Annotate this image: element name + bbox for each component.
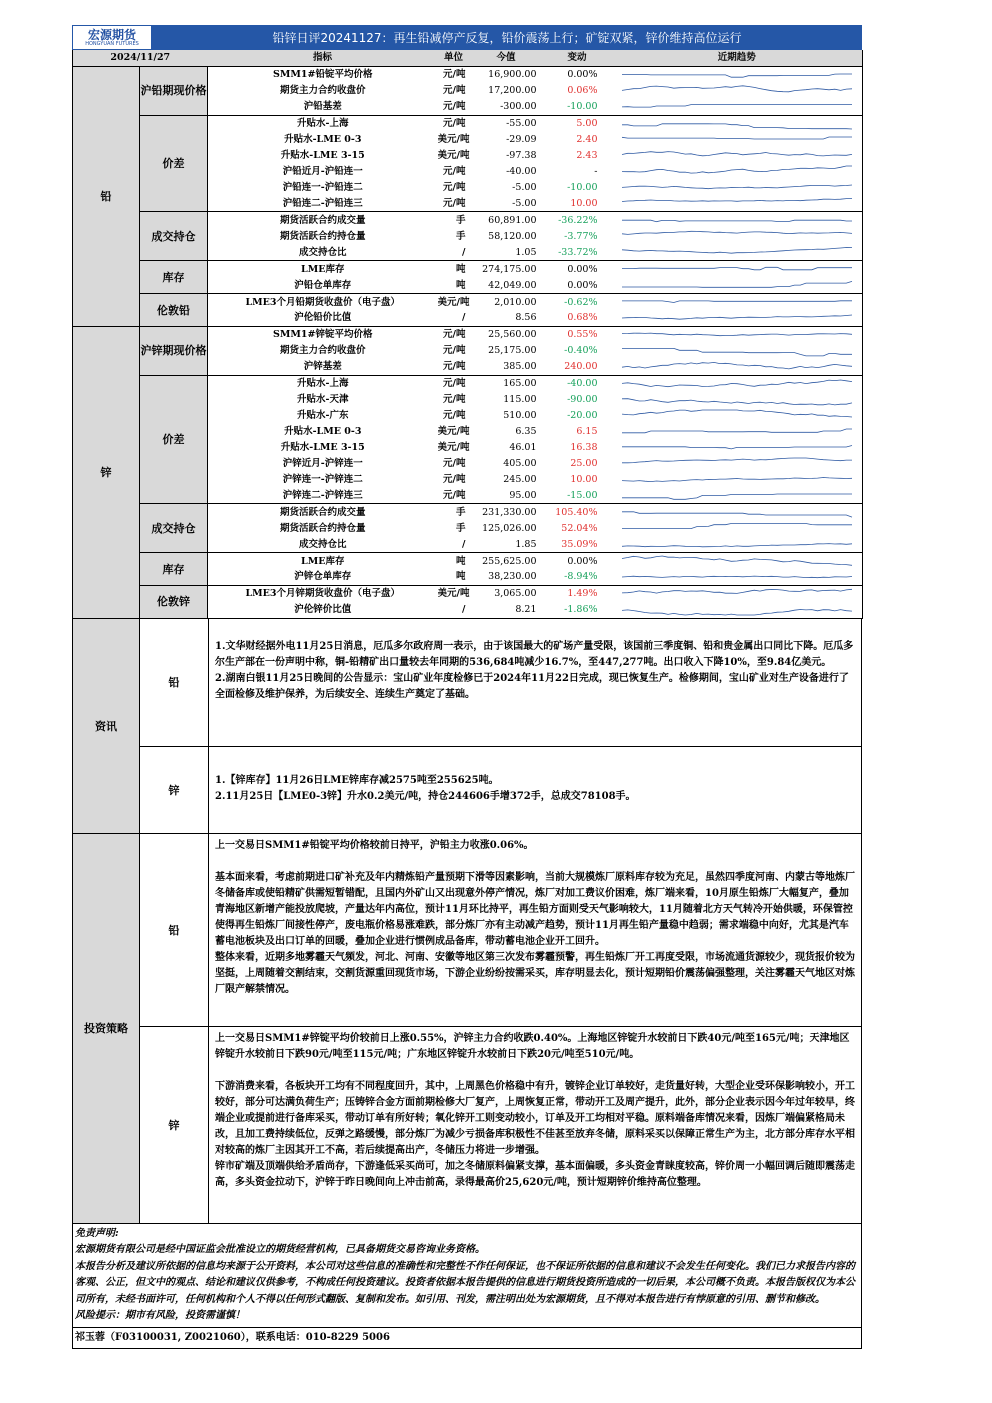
change-value: 0.06%: [567, 85, 598, 97]
indicator-name: 沪铅仓单库存: [208, 277, 438, 293]
group-label: 沪锌期现价格: [140, 326, 208, 375]
unit: 元/吨: [443, 166, 466, 178]
trend-line: [622, 315, 852, 319]
trend-line: [622, 334, 852, 337]
group-label: 价差: [140, 375, 208, 504]
trend-sparkline: [612, 471, 863, 487]
indicator-name: 期货活跃合约持仓量: [280, 230, 366, 242]
section-label: 锌: [73, 326, 140, 618]
change-value: 2.40: [576, 134, 598, 146]
indicator-name: 沪锌基差: [208, 359, 438, 375]
change-value: -10.00: [543, 99, 612, 115]
indicator-name: SMM1#铅锭平均价格: [273, 69, 373, 81]
change-value: 52.04%: [561, 522, 598, 534]
unit: 元/吨: [443, 118, 466, 130]
group-label: 伦敦锌: [140, 585, 208, 618]
unit: 吨: [456, 555, 466, 567]
trend-line: [622, 577, 852, 579]
report-date: 2024/11/27: [73, 50, 208, 66]
current-value: 95.00: [470, 487, 543, 503]
trend-sparkline: [612, 294, 863, 310]
change-value: 10.00: [543, 195, 612, 211]
strategy-lead-text: 上一交易日SMM1#铅锭平均价格较前日持平，沪铅主力收涨0.06%。 基本面来看，考虑前期进口矿补充及年内精炼铅产量预期下滑等因素影响，当前大规模炼厂原料库存较为充足，虽然四季度河南、内蒙古等地炼厂冬储备库或使铅精矿供需短暂错配，且国内外矿山又出现意外停产情况，炼厂对加工费议价困难，炼厂端来看，10月原生铅炼厂大幅复产，叠加青海地区新增产能投放爬坡，产量达年内高位，预计11月环比持平，再生铅方面则受天气影响较大，11月随着北方天气转冷开始供暖，环保管控使得再生铅炼厂间接性停产，废电瓶价格易涨难跌，部分炼厂亦有主动减产趋势，预计11月再生铅产量稳中趋弱；需求端稳中向好，尤其是汽车蓄电池板块及出口订单的回暖，叠加企业进行惯例成品备库，带动蓄电池企业开工回升。 整体来看，近期多地雾霾天气频发，河北、河南、安徽等地区第三次发布雾霾预警，再生铅炼厂开工再度受限，市场流通货源较少，现货报价较为坚挺，上周随着交割结束，交割货源重回现货市场，下游企业纷纷按需采买，库存明显去化，预计短期铅价震荡偏强整理，关注雾霾天气地区对炼厂限产解禁情况。: [215, 839, 855, 995]
trend-line: [622, 458, 852, 463]
change-value: -: [594, 166, 598, 178]
trend-sparkline: [612, 244, 863, 260]
current-value: 510.00: [503, 410, 537, 422]
current-value: -55.00: [506, 118, 537, 130]
unit: 元/吨: [443, 329, 466, 341]
indicator-name: 升贴水-LME 3-15: [280, 441, 365, 453]
column-header: 今值: [470, 50, 543, 66]
current-value: 165.00: [503, 378, 537, 390]
indicator-table: [72, 50, 863, 619]
change-value: 25.00: [570, 457, 598, 469]
trend-sparkline: [612, 148, 863, 164]
unit: 元/吨: [443, 181, 466, 193]
indicator-name: 沪铅基差: [208, 99, 438, 115]
indicator-name: 期货活跃合约成交量: [280, 506, 366, 518]
unit: 吨: [456, 263, 466, 275]
indicator-name: 沪铅近月-沪铅连一: [282, 166, 363, 178]
trend-sparkline: [612, 228, 863, 244]
unit: 吨: [438, 569, 470, 585]
change-value: -20.00: [567, 410, 598, 422]
unit: 手: [456, 506, 466, 518]
news-section: [72, 619, 862, 834]
trend-sparkline: [612, 520, 863, 536]
table-row: [73, 504, 863, 520]
current-value: 38,230.00: [470, 569, 543, 585]
trend-sparkline: [612, 602, 863, 618]
table-row: [73, 553, 863, 569]
report-page: [72, 25, 862, 1349]
unit: 元/吨: [438, 487, 470, 503]
group-label: 库存: [140, 553, 208, 586]
current-value: 1.05: [470, 244, 543, 260]
change-value: 0.68%: [543, 310, 612, 326]
unit: 美元/吨: [437, 441, 470, 453]
change-value: 35.09%: [543, 536, 612, 552]
trend-sparkline: [612, 553, 863, 569]
current-value: 385.00: [470, 359, 543, 375]
group-label: 价差: [140, 115, 208, 212]
trend-sparkline: [612, 455, 863, 471]
news-lead-text: 1.文华财经据外电11月25日消息，厄瓜多尔政府周一表示，由于该国最大的矿场产量受限，该国前三季度铜、铅和贵金属出口同比下降。厄瓜多尔生产部在一份声明中称，铜-铅精矿出口量较去年同期的536,684吨减少16.7%，至447,277吨。出口收入下降10%，至9.84亿美元。 2.湖南白银11月25日晚间的公告显示：宝山矿业年度检修已于2024年11月22日完成，现已恢复生产。检修期间，宝山矿业对生产设备进行了全面检修及维护保养，为后续安全、连续生产奠定了基础。: [215, 640, 854, 700]
current-value: 1.85: [470, 536, 543, 552]
trend-sparkline: [612, 261, 863, 277]
current-value: 115.00: [503, 394, 537, 406]
unit: 吨: [438, 277, 470, 293]
table-row: [73, 375, 863, 391]
company-logo: [72, 25, 152, 50]
logo-subtext: HONGYUAN FUTURES: [85, 40, 139, 47]
strategy-zinc: [140, 1027, 861, 1223]
trend-line: [622, 494, 852, 499]
trend-line: [622, 429, 852, 433]
trend-line: [622, 166, 852, 173]
trend-sparkline: [612, 343, 863, 359]
column-header: 单位: [438, 50, 470, 66]
change-value: 240.00: [543, 359, 612, 375]
unit: /: [438, 602, 470, 618]
current-value: -40.00: [506, 166, 537, 178]
column-header: 变动: [543, 50, 612, 66]
table-row: [73, 261, 863, 277]
trend-line: [622, 349, 852, 357]
unit: 美元/吨: [437, 296, 470, 308]
change-value: 0.00%: [567, 263, 598, 275]
author-contact: 祁玉蓉（F03100031, Z0021060），联系电话：010-8229 5006: [72, 1328, 862, 1349]
trend-line: [622, 247, 852, 253]
change-value: 0.55%: [567, 329, 598, 341]
current-value: -5.00: [512, 181, 537, 193]
current-value: -29.09: [506, 134, 537, 146]
trend-line: [622, 590, 852, 594]
indicator-name: 沪锌近月-沪锌连一: [282, 457, 363, 469]
current-value: 255,625.00: [482, 555, 537, 567]
change-value: 6.15: [576, 426, 598, 438]
indicator-name: 沪锌连一-沪锌连二: [282, 473, 363, 485]
news-zinc: [140, 747, 861, 833]
change-value: -33.72%: [543, 244, 612, 260]
change-value: -90.00: [567, 394, 598, 406]
current-value: 60,891.00: [488, 214, 537, 226]
logo-text: 宏源期货: [87, 27, 136, 42]
indicator-name: 沪铅连一-沪铅连二: [282, 181, 363, 193]
indicator-name: 升贴水-广东: [297, 410, 349, 422]
disclaimer-title: 免责声明:: [75, 1227, 119, 1239]
change-value: 105.40%: [555, 506, 598, 518]
indicator-name: LME3个月铅期货收盘价（电子盘）: [245, 296, 401, 308]
indicator-name: 期货主力合约收盘价: [280, 85, 366, 97]
report-title: 铅锌日评20241127：再生铅减停产反复，铅价震荡上行；矿锭双紧，锌价维持高位运行: [272, 31, 742, 45]
trend-sparkline: [612, 424, 863, 440]
change-value: 16.38: [570, 441, 598, 453]
unit: 美元/吨: [437, 426, 470, 438]
indicator-name: 沪伦铅价比值: [208, 310, 438, 326]
group-label: 沪铅期现价格: [140, 66, 208, 115]
indicator-name: 期货主力合约收盘价: [280, 345, 366, 357]
trend-line: [622, 380, 852, 387]
unit: /: [438, 310, 470, 326]
strategy-zinc-text: 上一交易日SMM1#锌锭平均价较前日上涨0.55%，沪锌主力合约收跌0.40%。上海地区锌锭升水较前日下跌40元/吨至165元/吨；天津地区锌锭升水较前日下跌90元/吨至115元/吨；广东地区锌锭升水较前日下跌20元/吨至510元/吨。 下游消费来看，各板块开工均有不同程度回升，其中，上周黑色价格稳中有升，镀锌企业订单较好，走货量好转，大型企业受环保影响较小，开工较好，部分可达满负荷生产；压铸锌合金方面前期检修大厂复产，上周恢复正常，带动开工及周产提升，此外，部分企业表示因今年过年较早，终端企业或提前进行备库采买，带动订单有所好转；氧化锌开工则变动较小，订单及开工均相对平稳。原料端备库情况来看，因炼厂端偏紧格局未改，且加工费持续低位，反弹之路缓慢，部分炼厂为减少亏损备库积极性不佳甚至放弃冬储，原料采买以保障正常生产为主，北方部分库存水平相对较高的炼厂主因其开工不高，若后续提高出产，冬储压力将进一步增强。 锌市矿端及顶端供给矛盾尚存，下游逢低采买尚可，加之冬储原料偏紧支撑，基本面偏暖，多头资金青睐度较高，锌价周一小幅回调后随即震荡走高，多头资金拉动下，沪锌于昨日晚间向上冲击前高，录得最高价25,620元/吨，预计短期锌价维持高位整理。: [215, 1032, 855, 1188]
trend-line: [622, 124, 852, 129]
trend-sparkline: [612, 585, 863, 601]
current-value: 46.01: [509, 441, 537, 453]
trend-line: [622, 267, 852, 270]
news-lead: [140, 619, 861, 747]
indicator-name: 沪铅连二-沪铅连三: [208, 195, 438, 211]
change-value: 0.00%: [543, 277, 612, 293]
trend-line: [622, 556, 852, 565]
trend-sparkline: [612, 115, 863, 131]
current-value: 25,175.00: [488, 345, 537, 357]
indicator-name: 期货活跃合约成交量: [280, 214, 366, 226]
change-value: 0.00%: [567, 69, 598, 81]
current-value: 125,026.00: [482, 522, 537, 534]
trend-sparkline: [612, 277, 863, 293]
change-value: 1.49%: [567, 588, 598, 600]
trend-line: [622, 86, 852, 92]
trend-line: [622, 445, 852, 448]
news-section-label: 资讯: [73, 619, 140, 833]
trend-sparkline: [612, 99, 863, 115]
table-row: [73, 294, 863, 310]
trend-line: [622, 231, 852, 234]
trend-line: [622, 105, 852, 108]
unit: 手: [456, 214, 466, 226]
change-value: -8.94%: [543, 569, 612, 585]
disclaimer: [72, 1224, 862, 1328]
trend-sparkline: [612, 375, 863, 391]
change-value: -1.86%: [543, 602, 612, 618]
trend-line: [622, 185, 852, 189]
change-value: 2.43: [576, 150, 598, 162]
unit: 元/吨: [438, 195, 470, 211]
current-value: 25,560.00: [488, 329, 537, 341]
trend-line: [622, 137, 852, 139]
current-value: -300.00: [470, 99, 543, 115]
current-value: 245.00: [503, 473, 537, 485]
indicator-name: LME库存: [301, 555, 345, 567]
trend-line: [622, 152, 852, 156]
unit: 元/吨: [443, 473, 466, 485]
current-value: 8.56: [470, 310, 543, 326]
indicator-name: 升贴水-天津: [297, 394, 349, 406]
table-row: [73, 115, 863, 131]
trend-sparkline: [612, 310, 863, 326]
unit: 元/吨: [443, 85, 466, 97]
trend-sparkline: [612, 195, 863, 211]
strategy-zinc-label: 锌: [140, 1027, 209, 1223]
trend-sparkline: [612, 132, 863, 148]
news-zinc-label: 锌: [140, 747, 209, 833]
current-value: -5.00: [470, 195, 543, 211]
trend-line: [622, 220, 852, 222]
trend-sparkline: [612, 83, 863, 99]
trend-sparkline: [612, 408, 863, 424]
trend-line: [622, 410, 852, 417]
section-label: 铅: [73, 66, 140, 326]
strategy-section-label: 投资策略: [73, 834, 140, 1223]
current-value: 231,330.00: [482, 506, 537, 518]
indicator-name: 成交持仓比: [208, 244, 438, 260]
table-row: [73, 585, 863, 601]
column-header: 近期趋势: [612, 50, 863, 66]
current-value: 42,049.00: [470, 277, 543, 293]
trend-sparkline: [612, 326, 863, 342]
current-value: 17,200.00: [488, 85, 537, 97]
current-value: 58,120.00: [488, 230, 537, 242]
trend-sparkline: [612, 569, 863, 585]
indicator-name: 成交持仓比: [208, 536, 438, 552]
report-header: [72, 25, 862, 50]
indicator-name: LME3个月锌期货收盘价（电子盘）: [245, 588, 401, 600]
trend-line: [622, 281, 852, 287]
trend-line: [622, 199, 852, 202]
current-value: -97.38: [506, 150, 537, 162]
trend-sparkline: [612, 66, 863, 82]
trend-line: [622, 523, 852, 528]
unit: 手: [456, 230, 466, 242]
unit: 元/吨: [438, 359, 470, 375]
trend-sparkline: [612, 180, 863, 196]
change-value: -3.77%: [564, 230, 598, 242]
unit: /: [438, 244, 470, 260]
trend-sparkline: [612, 440, 863, 456]
trend-sparkline: [612, 536, 863, 552]
trend-sparkline: [612, 487, 863, 503]
indicator-name: 升贴水-LME 0-3: [284, 426, 362, 438]
group-label: 成交持仓: [140, 504, 208, 553]
table-header-row: [73, 50, 863, 66]
unit: 美元/吨: [437, 588, 470, 600]
trend-line: [622, 300, 852, 302]
current-value: 274,175.00: [482, 263, 537, 275]
trend-sparkline: [612, 212, 863, 228]
table-row: [73, 66, 863, 82]
unit: 元/吨: [438, 99, 470, 115]
trend-line: [622, 543, 852, 546]
indicator-name: 沪伦锌价比值: [208, 602, 438, 618]
current-value: 2,010.00: [494, 296, 537, 308]
change-value: 0.00%: [567, 555, 598, 567]
group-label: 库存: [140, 261, 208, 294]
unit: 元/吨: [443, 410, 466, 422]
unit: /: [438, 536, 470, 552]
strategy-lead-label: 铅: [140, 834, 209, 1026]
current-value: 6.35: [515, 426, 537, 438]
strategy-lead: [140, 834, 861, 1027]
change-value: -0.62%: [564, 296, 598, 308]
unit: 元/吨: [443, 69, 466, 81]
unit: 元/吨: [443, 378, 466, 390]
disclaimer-text: 宏源期货有限公司是经中国证监会批准设立的期货经营机构，已具备期货交易咨询业务资格。 本报告分析及建议所依据的信息均来源于公开资料，本公司对这些信息的准确性和完整性不作任何保证，也不保证所依据的信息和建议不会发生任何变化。我们已力求报告内容的客观、公正，但文中的观点、结论和建议仅供参考，不构成任何投资建议。投资者依据本报告提供的信息进行期货投资所造成的一切后果，本公司概不负责。本报告版权仅为本公司所有，未经书面许可，任何机构和个人不得以任何形式翻版、复制和发布。如引用、刊发，需注明出处为宏源期货，且不得对本报告进行有悖原意的引用、删节和修改。: [75, 1244, 855, 1305]
unit: 美元/吨: [437, 134, 470, 146]
news-zinc-text: 1.【锌库存】11月26日LME锌库存减2575吨至255625吨。 2.11月25日【LME0-3锌】升水0.2美元/吨，持仓244606手增372手，总成交78108手。: [215, 774, 636, 802]
trend-line: [622, 610, 852, 616]
trend-sparkline: [612, 164, 863, 180]
trend-sparkline: [612, 359, 863, 375]
table-row: [73, 326, 863, 342]
current-value: 8.21: [470, 602, 543, 618]
unit: 美元/吨: [437, 150, 470, 162]
group-label: 伦敦铅: [140, 294, 208, 327]
indicator-name: SMM1#锌锭平均价格: [273, 329, 373, 341]
indicator-name: 升贴水-LME 3-15: [280, 150, 365, 162]
indicator-name: 升贴水-上海: [297, 118, 349, 130]
change-value: -36.22%: [558, 214, 598, 226]
change-value: 5.00: [576, 118, 598, 130]
change-value: -40.00: [567, 378, 598, 390]
unit: 元/吨: [443, 345, 466, 357]
indicator-name: LME库存: [301, 263, 345, 275]
unit: 元/吨: [443, 394, 466, 406]
trend-line: [622, 74, 852, 77]
indicator-name: 升贴水-上海: [297, 378, 349, 390]
trend-line: [622, 399, 852, 405]
trend-line: [622, 477, 852, 481]
trend-line: [622, 363, 852, 370]
column-header: 指标: [208, 50, 438, 66]
trend-sparkline: [612, 392, 863, 408]
change-value: 10.00: [570, 473, 598, 485]
table-row: [73, 212, 863, 228]
unit: 手: [456, 522, 466, 534]
indicator-name: 升贴水-LME 0-3: [284, 134, 362, 146]
change-value: -10.00: [567, 181, 598, 193]
current-value: 16,900.00: [488, 69, 537, 81]
trend-sparkline: [612, 504, 863, 520]
current-value: 405.00: [503, 457, 537, 469]
indicator-name: 沪锌仓单库存: [208, 569, 438, 585]
indicator-name: 沪锌连二-沪锌连三: [208, 487, 438, 503]
change-value: -0.40%: [564, 345, 598, 357]
current-value: 3,065.00: [494, 588, 537, 600]
unit: 元/吨: [443, 457, 466, 469]
trend-line: [622, 512, 852, 517]
change-value: -15.00: [543, 487, 612, 503]
risk-warning: 风险提示：期市有风险，投资需谨慎！: [75, 1310, 245, 1322]
news-lead-label: 铅: [140, 619, 209, 746]
group-label: 成交持仓: [140, 212, 208, 261]
strategy-section: [72, 834, 862, 1224]
indicator-name: 期货活跃合约持仓量: [280, 522, 366, 534]
